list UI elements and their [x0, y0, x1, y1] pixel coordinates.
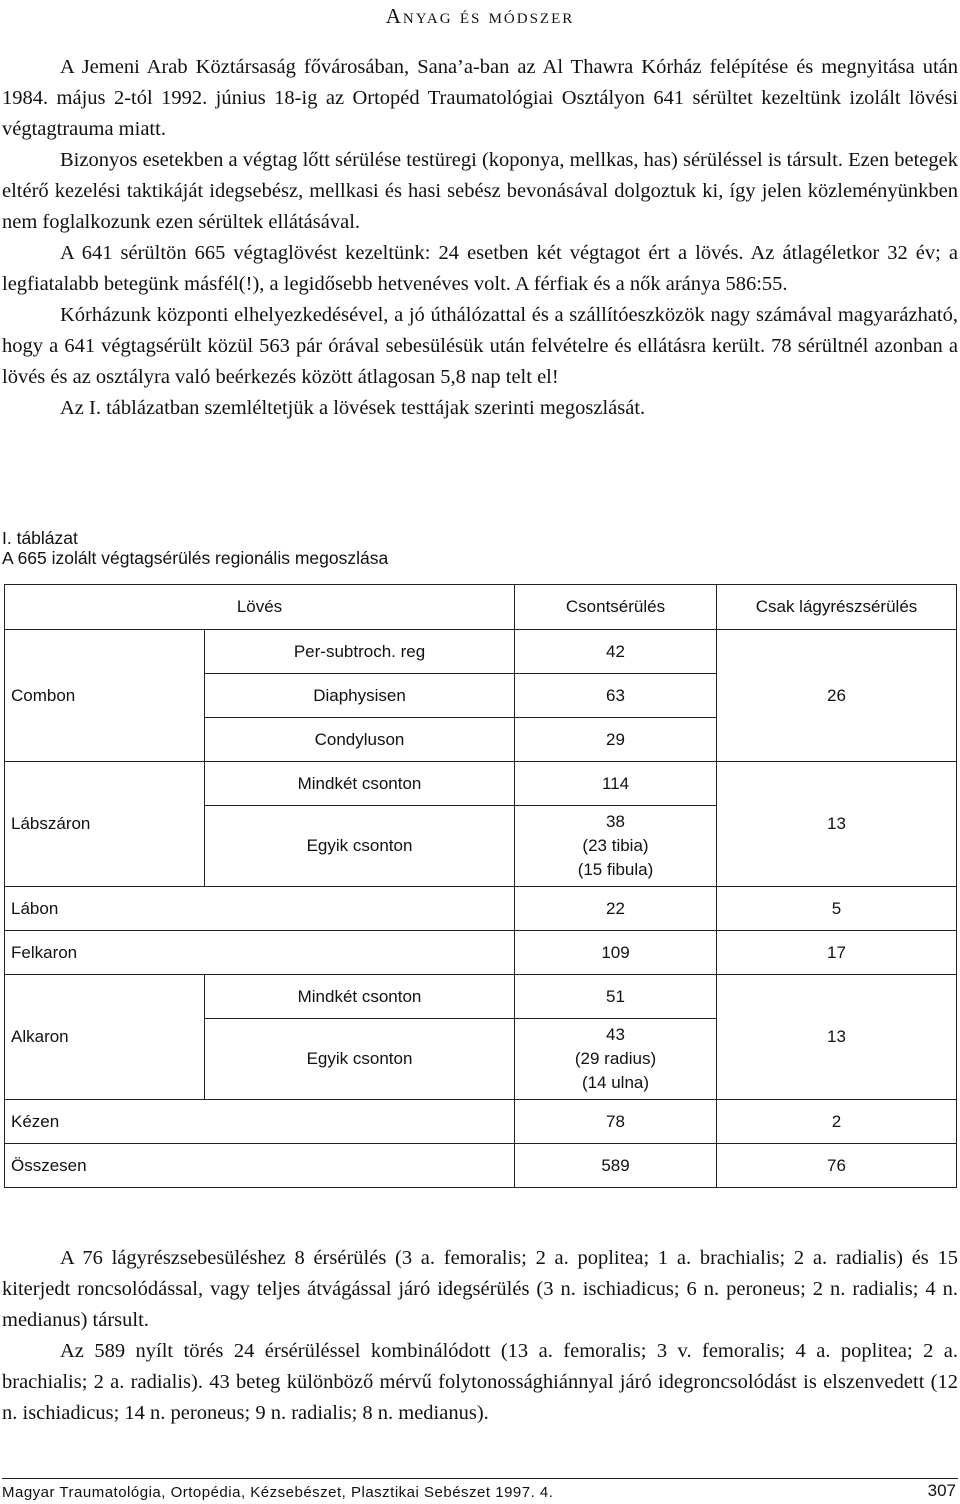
- header-lagyreszserules: Csak lágyrészsérülés: [717, 585, 957, 630]
- region-cell: Kézen: [5, 1100, 515, 1144]
- bone-detail: (29 radius): [574, 1049, 657, 1068]
- region-cell: Összesen: [5, 1144, 515, 1188]
- soft-cell: 13: [717, 762, 957, 887]
- sub-cell: Mindkét csonton: [205, 975, 515, 1019]
- table-row: [5, 931, 957, 975]
- bone-cell: 589: [515, 1144, 717, 1188]
- soft-cell: 26: [717, 630, 957, 762]
- table-row: [5, 887, 957, 931]
- bone-detail: (15 fibula): [577, 860, 654, 879]
- sub-cell: Per-subtroch. reg: [205, 630, 515, 674]
- bone-cell: 51: [515, 975, 717, 1019]
- bone-cell: 114: [515, 762, 717, 806]
- header-csontserules: Csontsérülés: [515, 585, 717, 630]
- paragraph: Az I. táblázatban szemléltetjük a lövések testtájak szerinti megoszlását.: [60, 397, 646, 419]
- injury-distribution-table: [4, 584, 957, 1188]
- journal-citation: Magyar Traumatológia, Ortopédia, Kézsebészet, Plasztikai Sebészet 1997. 4.: [2, 1484, 554, 1501]
- paragraph: A Jemeni Arab Köztársaság fővárosában, Sana’a-ban az Al Thawra Kórház felépítése és megnyitása után 1984. május 2-tól 1992. június 18-ig az Ortopéd Traumatológiai Osztályon 641 sérültet kezeltünk izolált lövési végtagtrauma miatt.: [2, 56, 958, 140]
- sub-cell: Condyluson: [205, 718, 515, 762]
- bone-detail: (14 ulna): [581, 1073, 650, 1092]
- bone-cell: [515, 1019, 717, 1100]
- table-row: [5, 762, 957, 806]
- intro-text: [2, 52, 958, 424]
- region-cell: Combon: [5, 630, 205, 762]
- paragraph: Bizonyos esetekben a végtag lőtt sérülése testüregi (koponya, mellkas, has) sérüléssel is társult. Ezen betegek eltérő kezelési taktikáját idegsebész, mellkasi és hasi sebész bevonásával dolgoztuk ki, így jelen közleményünkben nem foglalkozunk ezen sérültek ellátásával.: [2, 149, 958, 233]
- results-text: [2, 1243, 958, 1429]
- sub-cell: Egyik csonton: [205, 1019, 515, 1100]
- sub-cell: Mindkét csonton: [205, 762, 515, 806]
- page-footer: [2, 1478, 958, 1503]
- table-label: I. táblázat: [2, 528, 78, 548]
- region-cell: Felkaron: [5, 931, 515, 975]
- table-header-row: [5, 585, 957, 630]
- soft-cell: 13: [717, 975, 957, 1100]
- bone-count: 43: [606, 1025, 625, 1044]
- header-lovés: Lövés: [5, 585, 515, 630]
- table-total-row: [5, 1144, 957, 1188]
- bone-cell: 109: [515, 931, 717, 975]
- bone-count: 38: [606, 812, 625, 831]
- bone-cell: 42: [515, 630, 717, 674]
- paragraph: Az 589 nyílt törés 24 érsérüléssel kombinálódott (13 a. femoralis; 3 v. femoralis; 4 a. poplitea; 2 a. brachialis; 2 a. radialis). 43 beteg különböző mérvű folytonossághiánnyal járó idegroncsolódást is elszenvedett (12 n. ischiadicus; 14 n. peroneus; 9 n. radialis; 8 n. medianus).: [2, 1340, 958, 1424]
- bone-cell: 63: [515, 674, 717, 718]
- bone-cell: [515, 806, 717, 887]
- soft-cell: 17: [717, 931, 957, 975]
- sub-cell: Diaphysisen: [205, 674, 515, 718]
- paragraph: A 76 lágyrészsebesüléshez 8 érsérülés (3 a. femoralis; 2 a. poplitea; 1 a. brachialis; 2 a. radialis) és 15 kiterjedt roncsolódással, vagy teljes átvágással járó idegsérülés (3 n. ischiadicus; 6 n. peroneus; 2 n. radialis; 4 n. medianus) társult.: [2, 1247, 958, 1331]
- bone-cell: 29: [515, 718, 717, 762]
- page-number: 307: [927, 1481, 956, 1500]
- soft-cell: 5: [717, 887, 957, 931]
- table-row: [5, 1100, 957, 1144]
- table-row: [5, 630, 957, 674]
- sub-cell: Egyik csonton: [205, 806, 515, 887]
- table-row: [5, 975, 957, 1019]
- bone-detail: (23 tibia): [582, 836, 649, 855]
- soft-cell: 2: [717, 1100, 957, 1144]
- region-cell: Lábszáron: [5, 762, 205, 887]
- paragraph: A 641 sérültön 665 végtaglövést kezeltünk: 24 esetben két végtagot ért a lövés. Az átlagéletkor 32 év; a legfiatalabb betegünk másfél(!), a legidősebb hetvenéves volt. A férfiak és a nők aránya 586:55.: [2, 242, 958, 295]
- bone-cell: 78: [515, 1100, 717, 1144]
- region-cell: Alkaron: [5, 975, 205, 1100]
- bone-cell: 22: [515, 887, 717, 931]
- soft-cell: 76: [717, 1144, 957, 1188]
- table-title: A 665 izolált végtagsérülés regionális megoszlása: [2, 548, 389, 568]
- paragraph: Kórházunk központi elhelyezkedésével, a jó úthálózattal és a szállítóeszközök nagy számával magyarázható, hogy a 641 végtagsérült közül 563 pár órával sebesülésük után felvételre és ellátásra került. 78 sérültnél azonban a lövés és az osztályra való beérkezés között átlagosan 5,8 nap telt el!: [2, 304, 958, 388]
- region-cell: Lábon: [5, 887, 515, 931]
- section-heading: Anyag és módszer: [385, 4, 575, 28]
